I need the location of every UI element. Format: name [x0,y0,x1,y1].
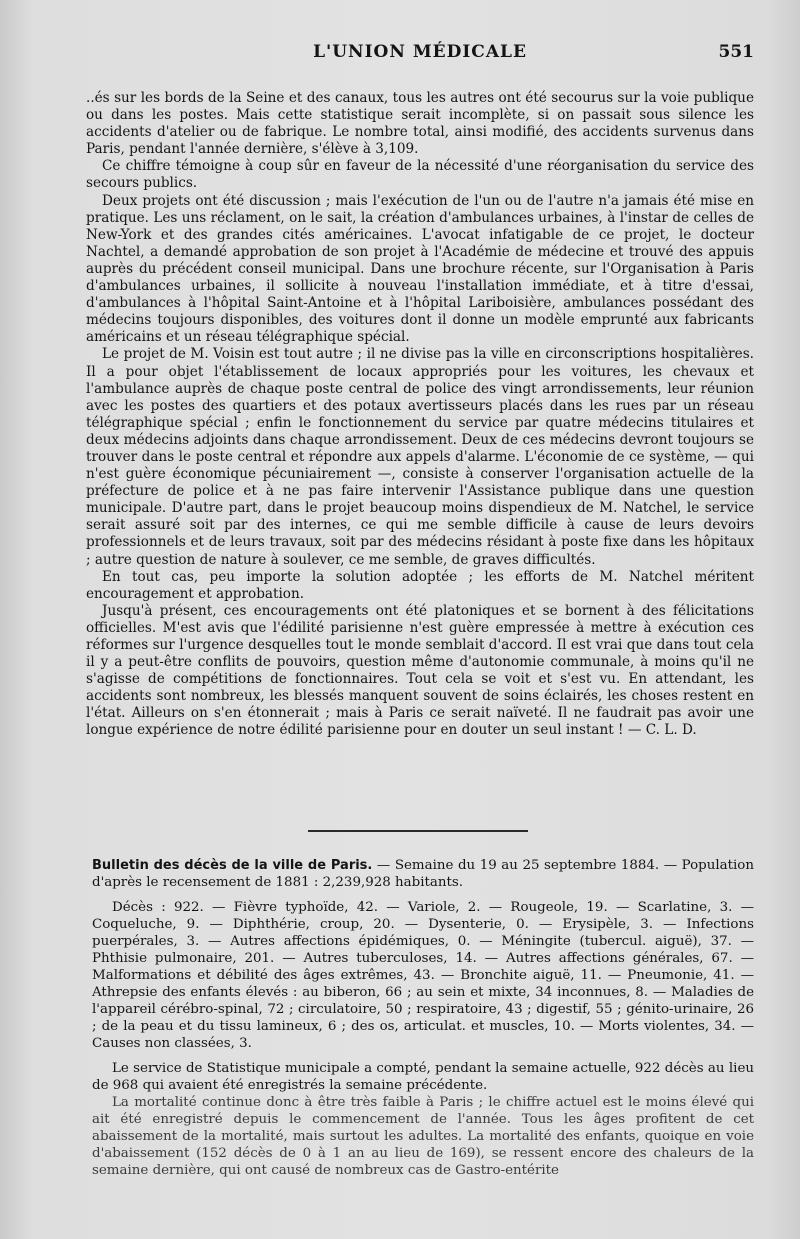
bulletin-deaths: Décès : 922. — Fièvre typhoïde, 42. — Variole, 2. — Rougeole, 19. — Scarlatine, 3. — Coqueluche, 9. — Diphthérie, croup, 20. — Dysenterie, 0. — Erysipèle, 3. — Infections puerpérales, 3. — Autres affections épidémiques, 0. — Méningite (tubercul. aiguë), 37. — Phthisie pulmonaire, 201. — Autres tuberculoses, 14. — Autres affections générales, 67. — Malformations et débilité des âges extrêmes, 43. — Bronchite aiguë, 11. — Pneumonie, 41. — Athrepsie des enfants élevés : au biberon, 66 ; au sein et mixte, 34 inconnues, 8. — Maladies de l'appareil cérébro-spinal, 72 ; circulatoire, 50 ; respiratoire, 43 ; digestif, 55 ; génito-urinaire, 26 ; de la peau et du tissu lamineux, 6 ; des os, articulat. et muscles, 10. — Morts violentes, 34. — Causes non classées, 3. [92,900,754,1051]
bulletin-title: Bulletin des décès de la ville de Paris. [92,858,373,873]
article-paragraph: Jusqu'à présent, ces encouragements ont été platoniques et se bornent à des félicitations officielles. M'est avis que l'édilité parisienne n'est guère empressée à mettre à exécution ces réformes sur l'urgence desquelles tout le monde semblait d'accord. Il est vrai que dans tout cela il y a peut-être conflits de pouvoirs, question même d'autonomie communale, à moins qu'il ne s'agisse de compétitions de fonctionnaires. Tout cela se voit et s'est vu. En attendant, les accidents sont nombreux, les blessés manquent souvent de soins éclairés, les choses restent en l'état. Ailleurs on s'en étonnerait ; mais à Paris ce serait naïveté. Il ne faudrait pas avoir une longue expérience de notre édilité parisienne pour en douter un seul instant ! — C. L. D. [86,602,754,739]
death-bulletin [92,857,754,1179]
bulletin-statistics: Le service de Statistique municipale a compté, pendant la semaine actuelle, 922 décès au lieu de 968 qui avaient été enregistrés la semaine précédente. [92,1061,754,1093]
article-paragraph: Le projet de M. Voisin est tout autre ; il ne divise pas la ville en circonscriptions hospitalières. Il a pour objet l'établissement de locaux appropriés pour les voitures, les chevaux et l'ambulance auprès de chaque poste central de police des vingt arrondissements, leur réunion avec les postes des quartiers et des potaux avertisseurs placés dans les rues par un réseau télégraphique spécial ; enfin le fonctionnement du service par quatre médecins titulaires et deux médecins adjoints dans chaque arrondissement. Deux de ces médecins devront toujours se trouver dans le poste central et répondre aux appels d'alarme. L'économie de ce système, — qui n'est guère économique pécuniairement —, consiste à conserver l'organisation actuelle de la préfecture de police et à ne pas faire intervenir l'Assistance publique dans une question municipale. D'autre part, dans le projet beaucoup moins dispendieux de M. Natchel, le service serait assuré soit par des internes, ce qui me semble difficile à cause de leurs devoirs professionnels et de leurs travaux, soit par des médecins résidant à poste fixe dans les hôpitaux ; autre question de nature à soulever, ce me semble, de graves difficultés. [86,346,754,568]
article-paragraph: Deux projets ont été discussion ; mais l'exécution de l'un ou de l'autre n'a jamais été mise en pratique. Les uns réclament, on le sait, la création d'ambulances urbaines, à l'instar de celles de New-York et des grandes cités américaines. L'avocat infatigable de ce projet, le docteur Nachtel, a demandé approbation de son projet à l'Académie de médecine et trouvé des appuis auprès du précédent conseil municipal. Dans une brochure récente, sur l'Organisation à Paris d'ambulances urbaines, il sollicite à nouveau l'installation immédiate, et à titre d'essai, d'ambulances à l'hôpital Saint-Antoine et à l'hôpital Lariboisière, ambulances possédant des médecins toujours disponibles, des voitures dont il donne un modèle emprunté aux fabricants américains et un réseau télégraphique spécial. [86,192,754,346]
bulletin-heading [92,857,754,891]
page-number: 551 [718,42,754,62]
bulletin-period: — Semaine du 19 au 25 septembre 1884. — Population d'après le recensement de 1881 : 2,239,928 habitants. [92,858,754,890]
running-title: L'UNION MÉDICALE [313,42,527,62]
bulletin-mortality: La mortalité continue donc à être très faible à Paris ; le chiffre actuel est le moins élevé qui ait été enregistré depuis le commencement de l'année. Tous les âges profitent de cet abaissement de la mortalité, mais surtout les adultes. La mortalité des enfants, quoique en voie d'abaissement (152 décès de 0 à 1 an au lieu de 169), se ressent encore des chaleurs de la semaine dernière, qui ont causé de nombreux cas de Gastro-entérite [92,1095,754,1178]
article-paragraph: Ce chiffre témoigne à coup sûr en faveur de la nécessité d'une réorganisation du service des secours publics. [86,158,754,192]
article-paragraph: ..és sur les bords de la Seine et des canaux, tous les autres ont été secourus sur la voie publique ou dans les postes. Mais cette statistique serait incomplète, si on passait sous silence les accidents d'atelier ou de fabrique. Le nombre total, ainsi modifié, des accidents survenus dans Paris, pendant l'année dernière, s'élève à 3,109. [86,90,754,158]
article-paragraph: En tout cas, peu importe la solution adoptée ; les efforts de M. Natchel méritent encouragement et approbation. [86,568,754,602]
article-body [86,90,754,740]
section-divider [308,830,528,832]
page-header [80,42,760,72]
